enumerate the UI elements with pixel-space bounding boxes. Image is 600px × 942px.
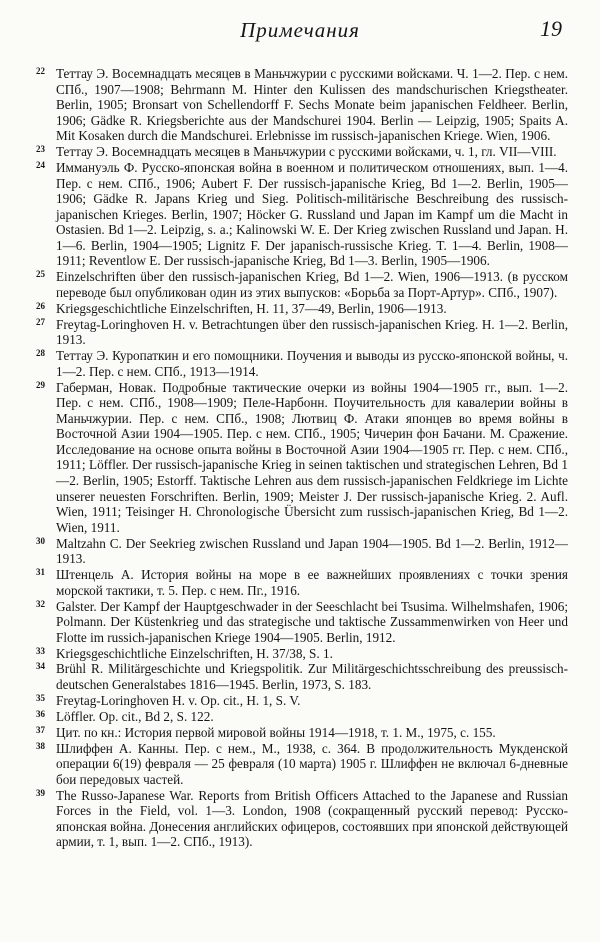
footnote-text: Шлиффен А. Канны. Пер. с нем., М., 1938, с. 364. В продолжительность Мукденской операции 6(19) февраля — 25 февраля (10 марта) 1905 г. Шлиффен не включал 6-дневные бои передовых частей. [56,740,568,787]
footnote-text: Freytag-Loringhoven H. v. Op. cit., H. 1, S. V. [56,692,301,708]
footnote [36,646,568,662]
footnote-number: 25 [36,269,45,280]
footnote [36,536,568,567]
footnote-number: 29 [36,379,45,390]
footnote [36,741,568,788]
footnote-text: Galster. Der Kampf der Hauptgeschwader in der Seeschlacht bei Tsusima. Wilhelmshafen, 1906; Polmann. Der Küstenkrieg und das strategische und taktische Zussammenwirken von Heer und Flotte im russich-japanischen Kriege 1904—1905. Berlin, 1912. [56,598,568,645]
footnote-text: Löffler. Op. cit., Bd 2, S. 122. [56,708,214,724]
footnote [36,269,568,300]
footnote-number: 33 [36,645,45,656]
footnote-text: Цит. по кн.: История первой мировой войны 1914—1918, т. 1. М., 1975, с. 155. [56,724,496,740]
footnote-text: Иммануэль Ф. Русско-японская война в военном и политическом отношениях, вып. 1—4. Пер. с нем. СПб., 1906; Aubert F. Der russisch-japanische Krieg, Bd 1—2. Berlin, 1905—1906; Gädke R. Japans Krieg und Sieg. Politisch-militärische Beschreibung des russisch-japanischen Krieges. Berlin, 1907; Höcker G. Russland und Japan im Kampf um die Macht in Ostasien. Bd 1—2. Leipzig, s. a.; Kalinowski W. E. Der Krieg zwischen Russland und Japan. H. 1—6. Berlin, 1904—1905; Lignitz F. Der japanisch-russische Krieg. T. 1—4. Berlin, 1908—1911; Reventlow E. Der russisch-japanische Krieg, Bd 1—3. Berlin, 1905—1906. [56,160,568,269]
running-header [0,16,600,48]
footnote-text: Kriegsgeschichtliche Einzelschriften, H. 11, 37—49, Berlin, 1906—1913. [56,300,447,316]
footnote [36,661,568,692]
footnote [36,160,568,269]
footnote-text: Freytag-Loringhoven H. v. Betrachtungen über den russisch-japanischen Krieg. H. 1—2. Berlin, 1913. [56,316,568,348]
page-title: Примечания [240,18,360,42]
footnote [36,693,568,709]
footnote-number: 32 [36,598,45,609]
footnote [36,317,568,348]
footnote [36,301,568,317]
footnote-number: 22 [36,66,45,76]
footnote [36,144,568,160]
footnote-number: 36 [36,708,45,719]
footnote [36,66,568,144]
footnote-text: Kriegsgeschichtliche Einzelschriften, H. 37/38, S. 1. [56,645,333,661]
footnote-number: 28 [36,348,45,359]
footnote-text: Einzelschriften über den russisch-japanischen Krieg, Bd 1—2. Wien, 1906—1913. (в русском переводе был опубликован один из этих выпусков: «Борьба за Порт-Артур». СПб., 1907). [56,269,568,300]
footnote [36,788,568,850]
footnote-number: 34 [36,661,45,672]
footnote-number: 31 [36,567,45,578]
footnote-text: Штенцель А. История войны на море в ее важнейших проявлениях с точки зрения морской тактики, т. 5. Пер. с нем. Пг., 1916. [56,567,568,598]
footnote-number: 39 [36,787,45,798]
footnote-number: 35 [36,692,45,703]
page-number: 19 [540,16,562,41]
footnote-text: Габерман, Новак. Подробные тактические очерки из войны 1904—1905 гг., вып. 1—2. Пер. с нем. СПб., 1908—1909; Пеле-Нарбонн. Поучительность для кавалерии войны в Маньчжурии. Пер. с нем. СПб., 1908; Лютвиц Ф. Атаки японцев во время войны в Восточной Азии 1904—1905. Пер. с нем. СПб., 1905; Чичерин фон Бачани. М. Сражение. Исследование на основе опыта войны в Восточной Азии 1904—1905 гг. Пер. с нем. СПб., 1911; Löffler. Der russisch-japanische Krieg in seinen taktischen und strategischen Lehren, Bd 1—2. Berlin, 1905; Estorff. Taktische Lehren aus dem russisch-japanischen Feldkriege im Lichte unserer neuesten Forschriften. Berlin, 1909; Meister J. Der russisch-japanische Krieg. 2. Aufl. Wien, 1911; Teisinger H. Chronologische Übersicht zum russisch-japanischen Krieg, Bd 1—2. Wien, 1911. [56,379,568,535]
footnote-number: 26 [36,300,45,311]
footnote-text: Теттау Э. Восемнадцать месяцев в Маньчжурии с русскими войсками. Ч. 1—2. Пер. с нем. СПб., 1907—1908; Behrmann M. Hinter den Kulissen des mandschurischen Kriegstheater. Berlin, 1905; Bronsart von Schellendorff F. Sechs Monate beim japanischen Feldheer. Berlin, 1906; Gädke R. Kriegsberichte aus der Mandschurei 1904. Berlin — Leipzig, 1905; Spaits A. Mit Kosaken durch die Mandschurei. Erlebnisse im russisch-japanischen Kriege. Wien, 1906. [56,66,568,144]
footnote [36,348,568,379]
footnote-text: Maltzahn C. Der Seekrieg zwischen Russland und Japan 1904—1905. Bd 1—2. Berlin, 1912—1913. [56,535,568,567]
footnote [36,709,568,725]
footnote [36,567,568,598]
footnote-number: 27 [36,316,45,327]
footnote [36,725,568,741]
footnote-number: 24 [36,160,45,171]
footnotes-list [36,66,568,850]
footnote-number: 38 [36,740,45,751]
footnote-text: Теттау Э. Восемнадцать месяцев в Маньчжурии с русскими войсками, ч. 1, гл. VII—VIII. [56,144,557,160]
footnote [36,380,568,535]
footnote [36,599,568,646]
footnote-number: 23 [36,144,45,155]
footnote-number: 37 [36,724,45,735]
footnote-text: The Russo-Japanese War. Reports from British Officers Attached to the Japanese and Russian Forces in the Field, vol. 1—3. London, 1908 (сокращенный русский перевод: Русско-японская война. Донесения английских офицеров, состоявших при японской действующей армии, т. 1, вып. 1—2. СПб., 1913). [56,787,568,850]
footnote-text: Brühl R. Militärgeschichte und Kriegspolitik. Zur Militärgeschichtsschreibung des preussisch-deutschen Generalstabes 1816—1945. Berlin, 1973, S. 183. [56,661,568,693]
footnote-text: Теттау Э. Куропаткин и его помощники. Поучения и выводы из русско-японской войны, ч. 1—2. Пер. с нем. СПб., 1913—1914. [56,348,568,379]
footnote-number: 30 [36,535,45,546]
